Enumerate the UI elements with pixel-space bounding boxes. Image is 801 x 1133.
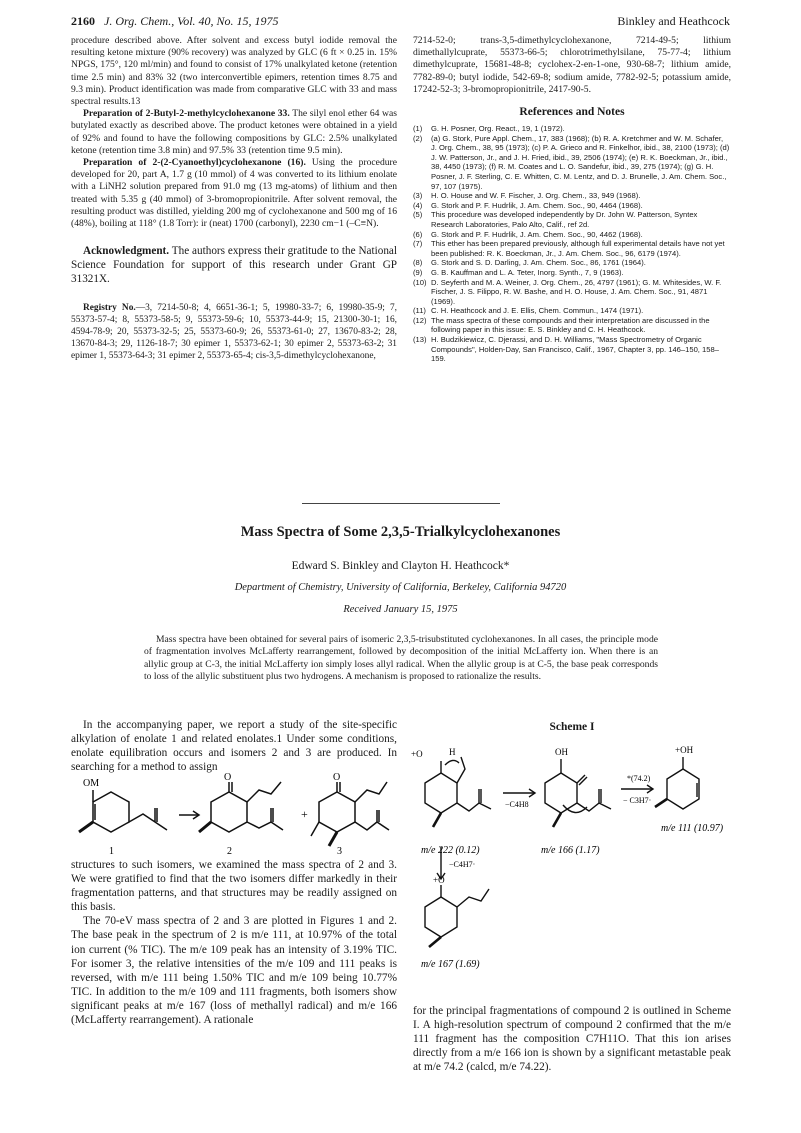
references-title: References and Notes — [519, 106, 625, 119]
reference-number: (7) — [413, 239, 423, 249]
o-label-2: O — [224, 772, 232, 783]
reference-item — [413, 258, 731, 268]
compound-label-3: 3 — [337, 846, 342, 857]
reference-text: G. H. Posner, Org. React., 19, 1 (1972). — [431, 124, 565, 134]
intro-paragraph-2: structures to such isomers, we examined the mass spectra of 2 and 3. We were gratified to find that the two isomers differ markedly in their fragmentation patterns, and that structures may be readily assigned on this basis. — [71, 859, 397, 914]
reference-item — [413, 306, 731, 316]
oh-plus-label: +OH — [675, 745, 694, 755]
reference-number: (3) — [413, 191, 423, 201]
running-header — [71, 14, 279, 29]
metastable-label: *(74.2) — [627, 774, 651, 783]
loss-c4h7-label: −C4H7· — [449, 860, 476, 869]
reference-item — [413, 124, 731, 134]
abstract-block — [144, 634, 658, 683]
paragraph-experimental: procedure described above. After solvent and excess butyl iodide removal the resulting ketone mixture (90% recovery) was analyzed by GLC (6 ft × 0.25 in. 15% NPGS, 175°, 120 ml/min) and found to consist of 17% unalkylated ketone (retention time 2.5 min) and 83% 32 (two interconvertible epimers, retention times 8.75 and 9.3 min). Product identification was made from comparative GLC with 33 and mass spectral results.13 — [71, 35, 397, 108]
reference-text: G. B. Kauffman and L. A. Teter, Inorg. Synth., 7, 9 (1963). — [431, 267, 624, 277]
me222-label: m/e 222 (0.12) — [421, 845, 480, 856]
reference-item — [413, 210, 731, 229]
reference-text: The mass spectra of these compounds and their interpretation are discussed in the following paper in this issue: E. S. Binkley and C. H. Heathcock. — [431, 315, 710, 335]
compound-label-1: 1 — [109, 846, 114, 857]
scheme-discussion: for the principal fragmentations of compound 2 is outlined in Scheme I. A high-resolution spectrum of compound 2 confirmed that the m/e 111 fragment has the composition C7H11O. That this ion arises directly from a m/e 166 ion is shown by a significant metastable peak at m/e 74.2 (calcd, m/e 74.22). — [413, 1005, 731, 1074]
reference-number: (9) — [413, 267, 423, 277]
structures-1-2-3 — [71, 770, 401, 860]
reference-item — [413, 335, 731, 364]
acknowledgment — [71, 244, 397, 286]
reference-item — [413, 230, 731, 240]
journal-citation: J. Org. Chem., Vol. 40, No. 15, 1975 — [104, 14, 279, 28]
paragraph-prep-33 — [71, 108, 397, 157]
reference-text: H. O. House and W. F. Fischer, J. Org. Chem., 33, 949 (1968). — [431, 191, 641, 201]
reference-text: G. Stork and P. F. Hudrlik, J. Am. Chem. Soc., 90, 4462 (1968). — [431, 229, 643, 239]
reference-number: (4) — [413, 200, 423, 210]
reference-text: H. Budzikiewicz, C. Djerassi, and D. H. Williams, "Mass Spectrometry of Organic Compounds", Holden-Day, San Francisco, Calif., 1967, Chapter 3, pp. 146–150, 158–159. — [431, 335, 719, 364]
article-authors: Edward S. Binkley and Clayton H. Heathcock* — [291, 560, 510, 572]
left-column — [71, 35, 397, 362]
prep-33-text: The silyl enol ether 64 was butylated exactly as described above. The product ketones were obtained in a yield of 92% and found to have the following compositions by GLC: 2.5% unalkylated ketone (retention time 3.8 min) and 97.5% 33 (retention time 9.5 min). — [71, 108, 397, 156]
reference-item — [413, 201, 731, 211]
o-plus-label-167: +O — [433, 875, 445, 885]
reference-number: (1) — [413, 124, 423, 134]
h-label: H — [449, 747, 456, 757]
intro-paragraph-3: The 70-eV mass spectra of 2 and 3 are plotted in Figures 1 and 2. The base peak in the spectrum of 2 is m/e 111, at 10.97% of the total ion current (% TIC). The m/e 109 peak has an intensity of 3.19% TIC. For isomer 3, the relative intensities of the m/e 109 and 111 peaks is reversed, with m/e 111 being 1.50% TIC and m/e 109 being 10.77% TIC. In addition to the m/e 109 and 111 fragments, both isomers show significant peaks at m/e 167 (loss of methallyl radical) and m/e 166 (McLafferty rearrangement). A rationale — [71, 915, 397, 1027]
reference-number: (6) — [413, 229, 423, 239]
prep-33-title: Preparation of 2-Butyl-2-methylcyclohexanone 33. — [83, 108, 290, 120]
references-list — [413, 124, 731, 364]
loss-c3h7-label: − C3H7· — [623, 796, 652, 805]
running-author: Binkley and Heathcock — [617, 14, 730, 28]
right-column — [413, 35, 731, 364]
compound-label-2: 2 — [227, 846, 232, 857]
registry-numbers — [71, 302, 397, 362]
reference-text: (a) G. Stork, Pure Appl. Chem., 17, 383 (1968); (b) R. A. Kretchmer and W. M. Schafer, J. Org. Chem., 38, 95 (1973); (c) P. A. Grieco and R. Finkelhor, ibid., 38, 2100 (1973); (d) J. W. Patterson, Jr., and J. H. Fried, ibid., 39, 2506 (1974); (e) R. K. Boeckman, Jr., ibid., 38, 4450 (1973); (f) R. M. Coates and L. O. Sandefur, ibid., 39, 275 (1974); (g) G. H. Posner, J. F. Sterling, C. E. Whitten, C. M. Lentz, and D. J. Brunelle, J. Am. Chem. Soc., 97, 107 (1975). — [431, 133, 730, 191]
article-affiliation: Department of Chemistry, University of California, Berkeley, California 94720 — [234, 582, 567, 593]
article-received-date: Received January 15, 1975 — [343, 604, 458, 615]
reference-number: (5) — [413, 210, 423, 220]
plus-sign: + — [301, 807, 308, 821]
reference-number: (2) — [413, 133, 423, 143]
loss-c4h8-label: −C4H8 — [505, 800, 529, 809]
registry-continued: 7214-52-0; trans-3,5-dimethylcyclohexanone, 7214-49-5; lithium dimethallylcuprate, 55373-66-5; chlorotrimethylsilane, 75-77-4; lithium dimethylcuprate, 15681-48-8; cyclohex-2-en-1-one, 930-68-7; lithium amide, 7782-89-0; butyl iodide, 542-69-8; sodium amide, 7782-92-5; potassium amide, 17242-52-3; 3-bromopropionitrile, 2417-90-5. — [413, 35, 731, 95]
page-number: 2160 — [71, 14, 95, 28]
ack-text: The authors express their gratitude to the National Science Foundation for support of this research under Grant GP 31321X. — [71, 245, 397, 286]
reference-number: (13) — [413, 335, 427, 345]
intro-paragraph-2-3-block — [71, 858, 397, 1027]
intro-paragraph-1: In the accompanying paper, we report a study of the site-specific alkylation of enolate 1 and related enolates.1 Under some conditions, enolate equilibration occurs and isomers 2 and 3 are produced. In searching for a method to assign — [71, 719, 397, 774]
section-rule — [302, 503, 500, 504]
reference-text: C. H. Heathcock and J. E. Ellis, Chem. Commun., 1474 (1971). — [431, 306, 644, 316]
prep-16-title: Preparation of 2-(2-Cyanoethyl)cyclohexanone (16). — [83, 157, 306, 169]
reference-text: This procedure was developed independently by Dr. John W. Patterson, Syntex Research Laboratories, Palo Alto, Calif., ref 2d. — [431, 210, 698, 229]
reference-item — [413, 278, 731, 307]
right-body-block — [413, 1004, 731, 1074]
article-title: Mass Spectra of Some 2,3,5-Trialkylcyclohexanones — [240, 524, 561, 540]
paragraph-prep-16 — [71, 157, 397, 230]
registry-title: Registry No. — [83, 303, 136, 314]
reference-number: (8) — [413, 258, 423, 268]
reference-item — [413, 316, 731, 335]
reference-text: D. Seyferth and M. A. Weiner, J. Org. Chem., 26, 4797 (1961); G. M. Whitesides, W. F. Fischer, J. S. Filippo, R. W. Bashe, and H. O. House, J. Am. Chem. Soc., 91, 4871 (1969). — [431, 277, 722, 306]
reference-item — [413, 134, 731, 192]
reference-text: G. Stork and S. D. Darling, J. Am. Chem. Soc., 86, 1761 (1964). — [431, 258, 646, 268]
scheme-1-diagram — [405, 735, 735, 985]
registry-text: —3, 7214-50-8; 4, 6651-36-1; 5, 19980-33-7; 6, 19980-35-9; 7, 55373-57-4; 8, 55373-58-5; 9, 55373-59-6; 10, 55373-44-9; 15, 21300-30-1; 16, 4594-78-9; 20, 55373-32-5; 25, 55373-60-9; 26, 55373-61-0; 27, 13670-83-2; 28, 13670-84-3; 29, 1126-18-7; 30 epimer 1, 55373-62-1; 30 epimer 2, 55373-63-2; 31 epimer 1, 55373-64-3; 31 epimer 2, 55373-65-4; cis-3,5-dimethylcyclohexanone, — [71, 303, 397, 362]
abstract-text: Mass spectra have been obtained for several pairs of isomeric 2,3,5-trisubstituted cyclohexanones. In all cases, the principle mode of fragmentation involves McLafferty rearrangement, followed by decomposition of the initial McLafferty ion. When there is an allylic group at C-3, the initial McLafferty ion simply loses allyl radical. When the allylic group is at C-5, the base peak corresponds to loss of the allylic substituent plus two hydrogens. A mechanism is proposed to rationalize the results. — [144, 634, 658, 682]
scheme-title: Scheme I — [549, 721, 595, 733]
o-plus-label: +O — [411, 749, 423, 759]
reference-item — [413, 268, 731, 278]
intro-paragraph-1-block — [71, 718, 397, 774]
reference-item — [413, 239, 731, 258]
me167-label: m/e 167 (1.69) — [421, 959, 480, 970]
me166-label: m/e 166 (1.17) — [541, 845, 600, 856]
reference-text: This ether has been prepared previously, although full experimental details have not yet been published: R. K. Boeckman, Jr., J. Am. Chem. Soc., 96, 6179 (1974). — [431, 239, 725, 258]
reference-text: G. Stork and P. F. Hudrlik, J. Am. Chem. Soc., 90, 4464 (1968). — [431, 200, 643, 210]
om-label: OM — [83, 778, 100, 789]
reference-number: (10) — [413, 277, 427, 287]
o-label-3: O — [333, 772, 341, 783]
me111-label: m/e 111 (10.97) — [661, 823, 724, 834]
oh-label: OH — [555, 747, 568, 757]
reference-number: (11) — [413, 306, 426, 316]
ack-title: Acknowledgment. — [83, 245, 170, 258]
reference-number: (12) — [413, 315, 427, 325]
reference-item — [413, 191, 731, 201]
prep-16-text: Using the procedure developed for 20, part A, 1.7 g (10 mmol) of 4 was converted to its lithium enolate with a LiNH2 solution prepared from 91.0 mg (13 mg-atoms) of lithium and then treated with 5.35 g (40 mmol) of 3-bromopropionitrile. After solvent removal, the resulting product was distilled, yielding 200 mg of cyclohexanone and 500 mg of 16 (48%), boiling at 118° (1.8 Torr): ir (neat) 1700 (carbonyl), 2230 cm−1 (–C≡N). — [71, 157, 397, 230]
